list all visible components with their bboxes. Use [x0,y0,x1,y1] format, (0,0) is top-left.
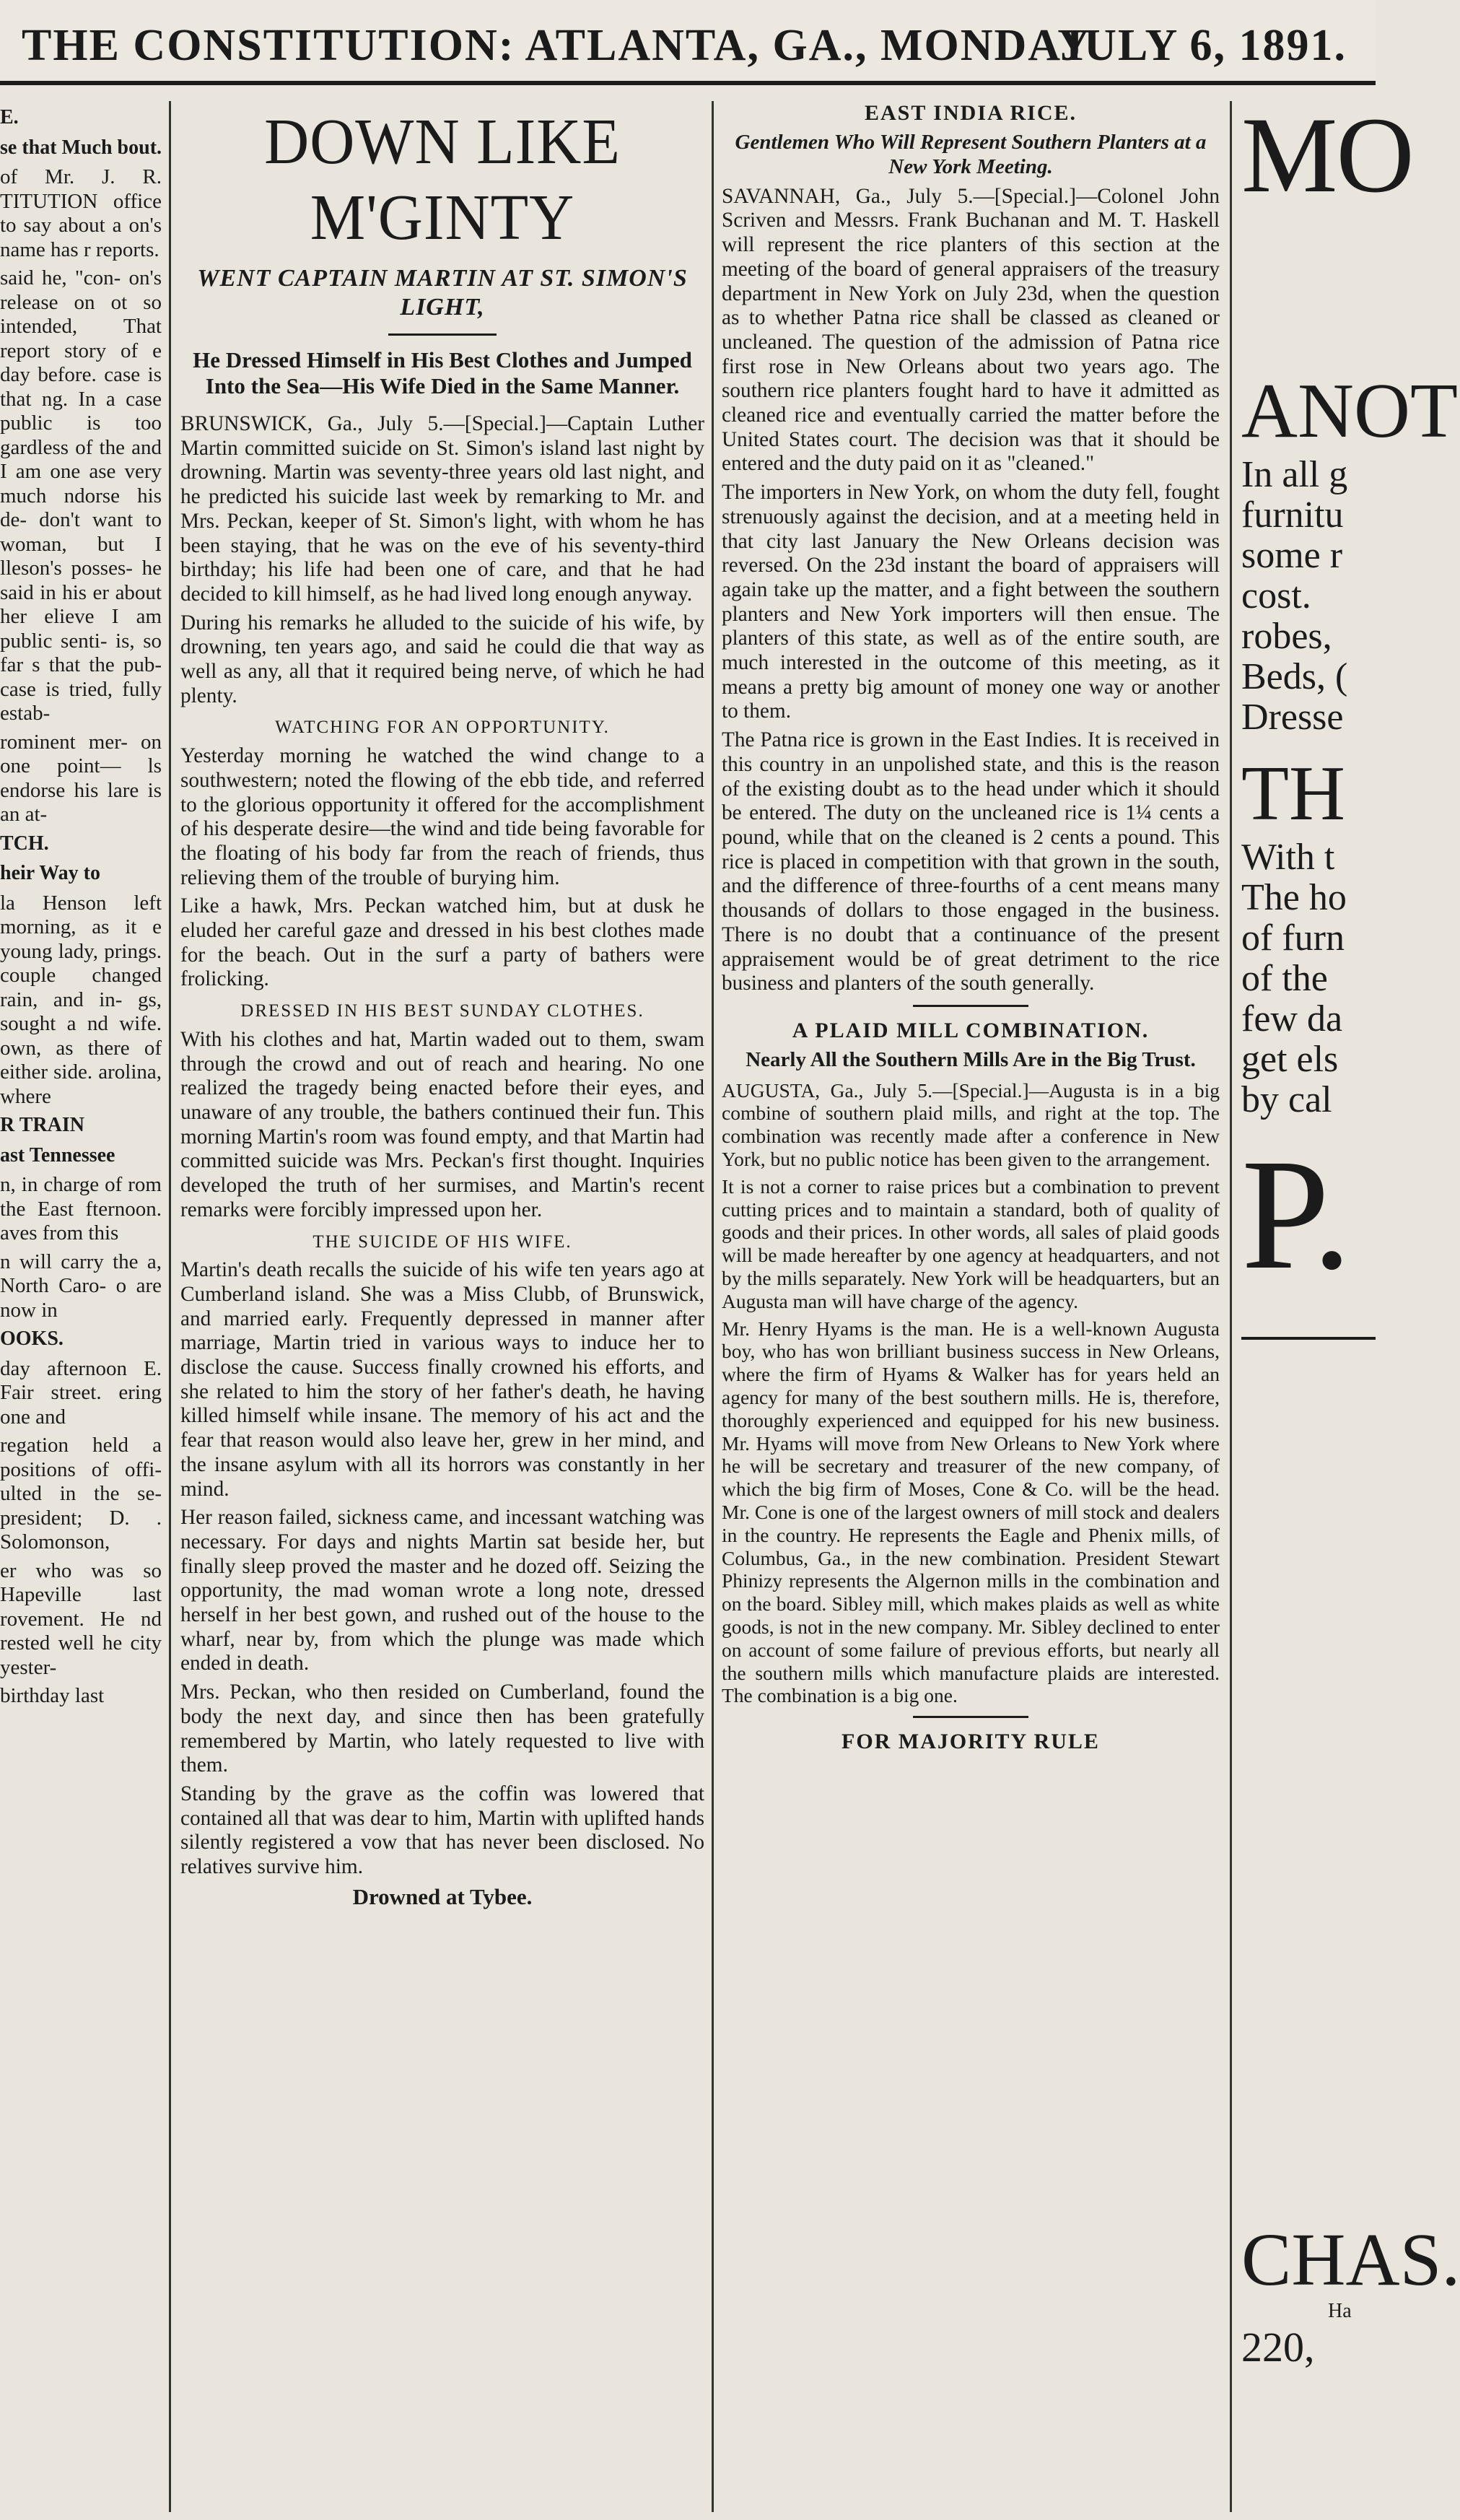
ad-line: Beds, ( [1241,656,1348,697]
ad-line: The ho [1241,877,1347,918]
ad-line: few da [1241,998,1343,1039]
article-paragraph: Like a hawk, Mrs. Peckan watched him, but at dusk he eluded her careful gaze and dressed in his best clothes made for the beach. Out in the surf a party of bathers were frolicking. [180,894,704,991]
column-rule [712,101,714,2512]
deck-rule [388,333,497,336]
article-paragraph: Mr. Henry Hyams is the man. He is a well-known Augusta boy, who has won brilliant business success in New Orleans, where the firm of Hyams & Walker has for years held an agency for many of the best southern mills. He is, therefore, thoroughly experienced and equipped for his new business. Mr. Hyams will move from New Orleans to New York where he will be secretary and treasurer of the new company, of which the big firm of Moses, Cone & Co. will be the head. Mr. Cone is one of the largest owners of mill stock and dealers in the country. He represents the Eagle and Phenix mills, of Columbus, Ga., in the new combination. President Stewart Phinizy represents the Algernon mills in the combination and on the board. Sibley mill, which makes plaids as well as white goods, is not in the new company. Mr. Sibley declined to enter on account of some failure of previous efforts, but nearly all the southern mills which manufacture plaids are interested. The combination is a big one. [722,1317,1220,1707]
col1-fragment: se that Much bout. [0,136,162,159]
section-subhead: DRESSED IN HIS BEST SUNDAY CLOTHES. [240,1001,644,1021]
ad-line: of furn [1241,917,1345,959]
article-paragraph: Martin's death recalls the suicide of his wife ten years ago at Cumberland island. She was a Miss Clubb, of Brunswick, and married early. Frequently depressed in manner after marriage, Martin tried in various ways to induce her to disclose the cause. Success finally crowned his efforts, and she related to him the story of her father's death, he having killed himself while insane. The memory of his act and the fear that reason would also leave her, grew in her mind, and the insane asylum with all its horrors was constantly in her mind. [180,1258,704,1501]
article-paragraph: Yesterday morning he watched the wind change to a southwestern; noted the flowing of the ebb tide, and referred to the glorious opportunity it offered for the accomplishment of his desperate desire—the wind and tide being favorable for the floating of his body far from the reach of friends, thus relieving them of the trouble of burying him. [180,744,704,889]
ad-fragment: Ha [1328,2300,1352,2322]
ad-line: robes, [1241,616,1332,657]
col1-fragment: la Henson left morning, as it e young lady, prings. couple changed rain, and in- gs, sought a nd wife. own, as there of either side. arolina, where [0,891,162,1108]
col1-fragment: regation held a positions of offi- ulted in the se- president; D. . Solomonson, [0,1434,162,1553]
article-divider [913,1716,1028,1718]
ad-line: get els [1241,1039,1339,1080]
advertisement [1241,95,1460,2512]
col1-fragment: R TRAIN [0,1114,84,1136]
article-headline: A PLAID MILL COMBINATION. [792,1018,1150,1042]
article-deck: Nearly All the Southern Mills Are in the Big Trust. [746,1047,1196,1071]
col1-fragment: er who was so Hapeville last rovement. He nd rested well he city yester- [0,1558,162,1679]
column-1 [0,101,162,2512]
article-deck: WENT CAPTAIN MARTIN AT ST. SIMON'S LIGHT, [197,265,688,321]
ad-line: some r [1241,535,1343,576]
ad-address: 220, [1241,2324,1315,2371]
column-3 [722,101,1220,2512]
article-paragraph: Mrs. Peckan, who then resided on Cumberland, found the body the next day, and since then has been gratefully remembered by Martin, who lately requested to live with them. [180,1680,704,1777]
article-headline: EAST INDIA RICE. [864,101,1077,125]
col1-fragment: E. [0,106,19,128]
article-divider [913,1005,1028,1007]
article-paragraph: AUGUSTA, Ga., July 5.—[Special.]—Augusta is in a big combine of southern plaid mills, and right at the top. The combination was recently made after a conference in New York, but no public notice has been given to the arrangement. [722,1078,1220,1170]
masthead-rule [0,81,1376,85]
article-paragraph: The Patna rice is grown in the East Indies. It is received in this country in an unpolished state, and this is the reason of the existing doubt as to the head under which it should be entered. The duty on the uncleaned rice is 1¼ cents a pound, while that on the cleaned is 2 cents a pound. This rice is placed in competition with that grown in the south, and the difference of three-fourths of a cent means many thousands of dollars to those engaged in the business. There is no doubt that a continuance of the present appraisement would be of great detriment to the rice business and planters of the south generally. [722,728,1220,995]
article-headline: DOWN LIKE M'GINTY [264,105,621,253]
newspaper-title: THE CONSTITUTION: ATLANTA, GA., MONDAY [22,21,1092,70]
col1-fragment: birthday last [0,1684,105,1707]
article-paragraph: It is not a corner to raise prices but a combination to prevent cutting prices and to maintain a standard, both of quality of goods and their prices. In other words, all sales of plaid goods will be made hereafter by one agency at headquarters, and not by the mills separately. New York will be headquarters, but an Augusta man will have charge of the agency. [722,1174,1220,1312]
col1-fragment: n will carry the a, North Caro- o are now in [0,1250,162,1322]
next-article-headline: Drowned at Tybee. [352,1883,533,1909]
article-paragraph: Her reason failed, sickness came, and incessant watching was necessary. For days and nights Martin sat beside her, but finally sleep proved the master and he dozed off. Seizing the opportunity, the mad woman wrote a long note, dressed herself in her best gown, and rushed out of the house to the wharf, near by, from which the plunge was made which ended in death. [180,1506,704,1675]
article-paragraph: Standing by the grave as the coffin was lowered that contained all that was dear to him, Martin with uplifted hands silently registered a vow that has never been disclosed. No relatives survive him. [180,1782,704,1879]
ad-name: CHAS. [1241,2218,1460,2301]
section-subhead: WATCHING FOR AN OPPORTUNITY. [275,718,610,738]
ad-initial: P. [1241,1126,1352,1302]
column-rule [169,101,171,2512]
issue-date: JULY 6, 1891. [1060,21,1347,70]
article-deck: Gentlemen Who Will Represent Southern Planters at a New York Meeting. [735,130,1207,178]
ad-line: by cal [1241,1079,1332,1120]
ad-line: With t [1241,837,1335,878]
column-rule [1230,101,1232,2512]
section-subhead: THE SUICIDE OF HIS WIFE. [312,1231,572,1252]
ad-line: Dresse [1241,697,1344,738]
article-paragraph: During his remarks he alluded to the suicide of his wife, by drowning, ten years ago, and said he could die that way as well as any, all that it required being nerve, of which he had plenty. [180,611,704,707]
col1-fragment: ast Tennessee [0,1143,115,1167]
article-paragraph: SAVANNAH, Ga., July 5.—[Special.]—Colonel John Scriven and Messrs. Frank Buchanan and M. T. Haskell will represent the rice planters of this section at the meeting of the board of general appraisers of the treasury department in New York on July 23d, when the question as to whether Patna rice shall be classed as cleaned or uncleaned. The question of the admission of Patna rice first rose in New Orleans about two years ago. The southern rice planters fought hard to have it admitted as cleaned rice and eventually carried the matter before the United States court. The decision was that it should be entered and the duty paid on it as "cleaned." [722,184,1220,476]
article-paragraph: With his clothes and hat, Martin waded out to them, swam through the crowd and out of reach and hearing. No one realized the tragedy being enacted before their eyes, and unaware of any trouble, the bathers continued their fun. This morning Martin's room was found empty, and that Martin had committed suicide was Mrs. Peckan's first thought. Inquiries developed the truth of her surmises, and Martin's recent remarks were forcibly impressed upon her. [180,1027,704,1221]
col1-fragment: of Mr. J. R. TITUTION office to say about a on's name has r reports. [0,165,162,261]
column-2 [180,101,704,2512]
article-paragraph: The importers in New York, on whom the duty fell, fought strenuously against the decision, and at a meeting held in that city last January the New Orleans decision was reversed. On the 23d instant the board of appraisers will again take up the matter, and a fight between the southern planters and New York importers will then ensue. The planters of this state, as well as of the entire south, are much interested in the outcome of this meeting, as it means a pretty big amount of money one way or another to them. [722,481,1220,723]
col1-fragment: said he, "con- on's release on ot so intended, That report story of e day before. case is that ng. In a case public is too gardless of the and I am one ase very much ndorse his de- don't want to woman, but I lleson's posses- he said in his er about her elieve I am public senti- is, so far s that the pub- case is tried, fully estab- [0,266,162,725]
ad-line: In all g [1241,454,1348,495]
ad-line: of the [1241,958,1328,999]
col1-fragment: OOKS. [0,1327,64,1350]
col1-fragment: rominent mer- on one point— ls endorse his lare is an at- [0,730,162,826]
ad-line: furnitu [1241,494,1344,536]
col1-fragment: n, in charge of rom the East fternoon. aves from this [0,1173,162,1244]
masthead [0,0,1376,79]
article-paragraph: BRUNSWICK, Ga., July 5.—[Special.]—Captain Luther Martin committed suicide on St. Simon's island last night by drowning. Martin was seventy-three years old last night, and he predicted his suicide last week by remarking to Mr. and Mrs. Peckan, keeper of St. Simon's light, with whom he has been staying, that he was on the eve of his seventy-third birthday; his life had been one of care, and that he had decided to kill himself, as he had lived long enough anyway. [180,412,704,606]
col1-fragment: day afternoon E. Fair street. ering one and [0,1356,162,1429]
ad-line: cost. [1241,575,1311,616]
article-subdeck: He Dressed Himself in His Best Clothes and Jumped Into the Sea—His Wife Died in the Same Manner. [193,347,692,398]
col1-fragment: heir Way to [0,862,100,884]
ad-banner: MO [1241,95,1413,215]
next-article-headline: FOR MAJORITY RULE [842,1730,1100,1754]
ad-heading: TH [1241,751,1345,837]
col1-fragment: TCH. [0,832,49,855]
ad-heading: ANOT [1241,368,1458,454]
